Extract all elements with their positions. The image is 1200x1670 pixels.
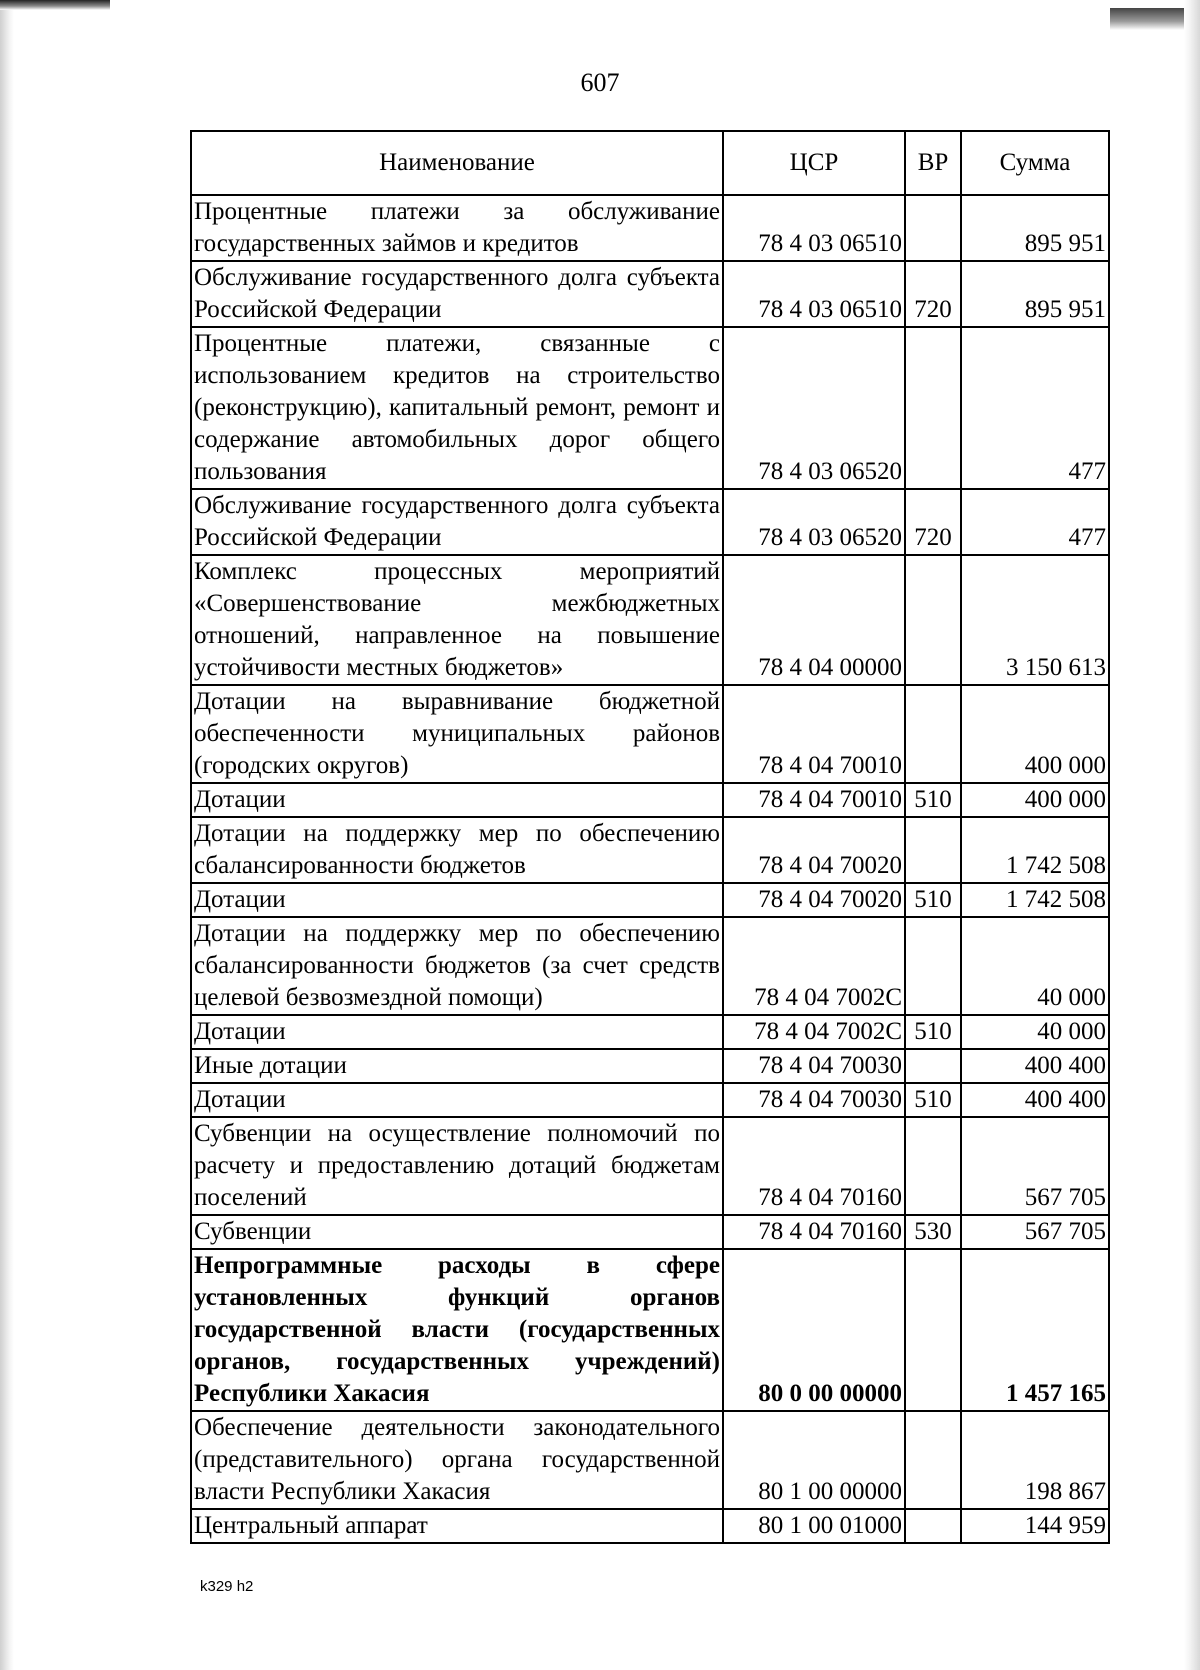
- cell-sum: 400 000: [961, 783, 1109, 817]
- cell-csr: 78 4 04 70160: [723, 1215, 905, 1249]
- cell-vr: [905, 917, 961, 1015]
- cell-name: Центральный аппарат: [191, 1509, 723, 1543]
- cell-vr: [905, 1049, 961, 1083]
- cell-csr: 78 4 03 06510: [723, 195, 905, 261]
- cell-name: Субвенции на осуществление полномочий по расчету и предоставлению дотаций бюджетам поселений: [191, 1117, 723, 1215]
- table-row: [191, 1509, 1109, 1543]
- scan-edge-left: [0, 0, 14, 1670]
- table-row: [191, 1215, 1109, 1249]
- cell-vr: [905, 555, 961, 685]
- table-body: [191, 195, 1109, 1543]
- cell-vr: 510: [905, 883, 961, 917]
- cell-vr: [905, 817, 961, 883]
- cell-name: Обслуживание государственного долга субъекта Российской Федерации: [191, 489, 723, 555]
- cell-csr: 80 1 00 01000: [723, 1509, 905, 1543]
- cell-csr: 78 4 04 00000: [723, 555, 905, 685]
- cell-sum: 400 000: [961, 685, 1109, 783]
- table-row: [191, 1015, 1109, 1049]
- table-row: [191, 261, 1109, 327]
- cell-sum: 198 867: [961, 1411, 1109, 1509]
- table-row: [191, 1411, 1109, 1509]
- header-vr: ВР: [905, 131, 961, 195]
- cell-name: Иные дотации: [191, 1049, 723, 1083]
- cell-csr: 78 4 04 70030: [723, 1049, 905, 1083]
- header-csr: ЦСР: [723, 131, 905, 195]
- cell-name: Дотации: [191, 1083, 723, 1117]
- cell-sum: 567 705: [961, 1215, 1109, 1249]
- cell-sum: 1 742 508: [961, 883, 1109, 917]
- table-row: [191, 195, 1109, 261]
- table-row: [191, 555, 1109, 685]
- budget-table: [190, 130, 1110, 1544]
- cell-name: Процентные платежи за обслуживание государственных займов и кредитов: [191, 195, 723, 261]
- cell-vr: [905, 685, 961, 783]
- cell-sum: 40 000: [961, 1015, 1109, 1049]
- cell-sum: 1 457 165: [961, 1249, 1109, 1411]
- cell-csr: 78 4 04 70010: [723, 783, 905, 817]
- cell-vr: 510: [905, 1083, 961, 1117]
- cell-vr: [905, 1509, 961, 1543]
- cell-name: Процентные платежи, связанные с использованием кредитов на строительство (реконструкцию), капитальный ремонт, ремонт и содержание автомобильных дорог общего пользования: [191, 327, 723, 489]
- cell-name: Дотации на поддержку мер по обеспечению сбалансированности бюджетов: [191, 817, 723, 883]
- cell-vr: 510: [905, 783, 961, 817]
- cell-csr: 78 4 04 7002С: [723, 1015, 905, 1049]
- cell-csr: 78 4 04 70030: [723, 1083, 905, 1117]
- cell-sum: 3 150 613: [961, 555, 1109, 685]
- table-row: [191, 685, 1109, 783]
- cell-vr: [905, 1411, 961, 1509]
- cell-sum: 895 951: [961, 261, 1109, 327]
- cell-vr: 510: [905, 1015, 961, 1049]
- cell-sum: 144 959: [961, 1509, 1109, 1543]
- cell-csr: 80 1 00 00000: [723, 1411, 905, 1509]
- table-row: [191, 1083, 1109, 1117]
- cell-csr: 80 0 00 00000: [723, 1249, 905, 1411]
- table-row: [191, 783, 1109, 817]
- table-row: [191, 883, 1109, 917]
- cell-csr: 78 4 04 70160: [723, 1117, 905, 1215]
- table-header-row: [191, 131, 1109, 195]
- cell-csr: 78 4 03 06510: [723, 261, 905, 327]
- cell-vr: 530: [905, 1215, 961, 1249]
- cell-vr: 720: [905, 261, 961, 327]
- page-number: 607: [580, 68, 620, 97]
- cell-sum: 477: [961, 489, 1109, 555]
- table-row: [191, 327, 1109, 489]
- scan-edge-top-left: [0, 0, 110, 10]
- cell-sum: 40 000: [961, 917, 1109, 1015]
- cell-vr: [905, 195, 961, 261]
- table-row: [191, 489, 1109, 555]
- cell-csr: 78 4 04 70020: [723, 817, 905, 883]
- cell-name: Дотации: [191, 883, 723, 917]
- table-row: [191, 917, 1109, 1015]
- footer-code: k329 h2: [200, 1578, 254, 1595]
- cell-vr: [905, 327, 961, 489]
- cell-name: Дотации: [191, 1015, 723, 1049]
- cell-csr: 78 4 04 7002С: [723, 917, 905, 1015]
- cell-name: Субвенции: [191, 1215, 723, 1249]
- cell-name: Обслуживание государственного долга субъекта Российской Федерации: [191, 261, 723, 327]
- cell-csr: 78 4 03 06520: [723, 489, 905, 555]
- cell-name: Непрограммные расходы в сфере установленных функций органов государственной власти (государственных органов, государственных учреждений) Республики Хакасия: [191, 1249, 723, 1411]
- cell-sum: 400 400: [961, 1049, 1109, 1083]
- header-sum: Сумма: [961, 131, 1109, 195]
- cell-vr: [905, 1117, 961, 1215]
- cell-name: Обеспечение деятельности законодательного (представительного) органа государственной власти Республики Хакасия: [191, 1411, 723, 1509]
- cell-name: Дотации на поддержку мер по обеспечению сбалансированности бюджетов (за счет средств целевой безвозмездной помощи): [191, 917, 723, 1015]
- cell-sum: 895 951: [961, 195, 1109, 261]
- cell-name: Дотации на выравнивание бюджетной обеспеченности муниципальных районов (городских округов): [191, 685, 723, 783]
- table-row: [191, 1049, 1109, 1083]
- cell-csr: 78 4 04 70010: [723, 685, 905, 783]
- table-row: [191, 1117, 1109, 1215]
- cell-sum: 477: [961, 327, 1109, 489]
- cell-csr: 78 4 03 06520: [723, 327, 905, 489]
- scan-edge-right: [1184, 0, 1200, 1670]
- table-row: [191, 817, 1109, 883]
- cell-sum: 1 742 508: [961, 817, 1109, 883]
- cell-name: Дотации: [191, 783, 723, 817]
- cell-vr: [905, 1249, 961, 1411]
- table-row: [191, 1249, 1109, 1411]
- cell-vr: 720: [905, 489, 961, 555]
- cell-sum: 400 400: [961, 1083, 1109, 1117]
- cell-sum: 567 705: [961, 1117, 1109, 1215]
- header-name: Наименование: [191, 131, 723, 195]
- cell-name: Комплекс процессных мероприятий «Совершенствование межбюджетных отношений, направленное на повышение устойчивости местных бюджетов»: [191, 555, 723, 685]
- cell-csr: 78 4 04 70020: [723, 883, 905, 917]
